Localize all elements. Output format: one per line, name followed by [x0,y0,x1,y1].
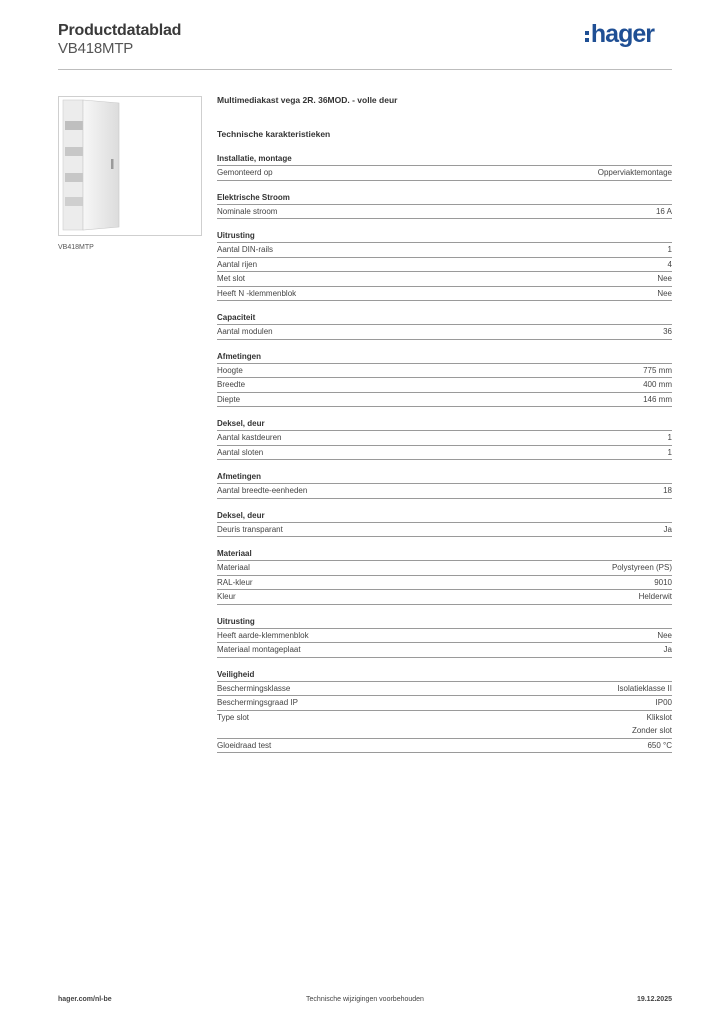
spec-value: 400 mm [643,380,672,389]
spec-value: 1 [667,447,672,457]
section-title: Capaciteit [217,312,672,325]
section-title: Uitrusting [217,616,672,629]
spec-row [217,378,672,393]
spec-row [217,205,672,220]
spec-row [217,711,672,739]
spec-row [217,739,672,754]
spec-value: Polystyreen (PS) [611,563,672,572]
spec-sections [217,153,672,753]
enclosure-illustration-icon [59,97,201,235]
section-title: Uitrusting [217,230,672,243]
product-name: Multimediakast vega 2R. 36MOD. - volle deur [217,95,398,105]
spec-label: Materiaal montageplaat [217,645,301,654]
spec-label: Diepte [217,394,241,404]
spec-value: Helderwit [638,592,672,601]
spec-value: Klikslot Zonder slot [631,712,672,735]
spec-label: Materiaal [217,563,250,572]
footer-notice: Technische wijzigingen voorbehouden [306,996,424,1003]
spec-value: 9010 [654,577,672,587]
spec-label: Heeft aarde-klemmenblok [217,630,309,640]
spec-value: Ja [663,645,672,654]
section-title: Materiaal [217,548,672,561]
hager-logo [585,20,654,49]
spec-label: Kleur [217,592,236,601]
spec-section [217,548,672,605]
spec-label: Deuris transparant [217,524,283,534]
spec-section [217,510,672,538]
spec-label: Aantal modulen [217,327,273,336]
spec-label: Aantal rijen [217,259,258,269]
spec-label: Type slot [217,712,250,722]
spec-value: 1 [667,433,672,442]
spec-value: 4 [667,259,672,269]
spec-row [217,523,672,538]
spec-label: Gloeidraad test [217,740,272,750]
spec-section [217,669,672,754]
spec-label: Aantal kastdeuren [217,433,282,442]
spec-content [217,95,672,764]
logo-dots-icon [585,31,589,42]
spec-section [217,312,672,340]
spec-row [217,629,672,644]
spec-value: 146 mm [643,394,672,404]
section-title: Afmetingen [217,351,672,364]
spec-row [217,287,672,302]
section-title: Afmetingen [217,471,672,484]
spec-value: Nee [657,630,672,640]
spec-value: Opperviaktemontage [597,168,672,177]
spec-row [217,576,672,591]
spec-row [217,325,672,340]
spec-row [217,166,672,181]
spec-label: Gemonteerd op [217,168,273,177]
image-caption: VB418MTP [58,244,94,251]
spec-row [217,393,672,408]
spec-label: Heeft N -klemmenblok [217,288,297,298]
spec-label: Aantal breedte-eenheden [217,486,308,495]
spec-value: 36 [663,327,672,336]
spec-section [217,418,672,460]
spec-row [217,590,672,605]
spec-row [217,272,672,287]
section-title: Deksel, deur [217,418,672,431]
spec-section [217,230,672,301]
product-image [58,96,202,236]
spec-row [217,431,672,446]
spec-value: 16 A [655,206,672,216]
spec-section [217,351,672,408]
spec-value: 1 [667,245,672,254]
spec-label: Beschermingsgraad IP [217,698,298,707]
section-title: Deksel, deur [217,510,672,523]
spec-section [217,616,672,658]
logo-text: hager [590,20,654,48]
spec-row [217,484,672,499]
spec-value: 775 mm [643,365,672,375]
tech-characteristics-title: Technische karakteristieken [217,129,331,139]
spec-value: Ja [663,524,672,534]
spec-row [217,561,672,576]
page-header [58,20,672,70]
spec-label: Aantal sloten [217,447,264,457]
document-title: Productdatablad [58,22,182,39]
spec-row [217,643,672,658]
spec-label: Breedte [217,380,246,389]
section-title: Elektrische Stroom [217,192,672,205]
spec-row [217,682,672,697]
spec-row [217,696,672,711]
section-title: Veiligheid [217,669,672,682]
footer-website: hager.com/nl-be [58,996,112,1003]
section-title: Installatie, montage [217,153,672,166]
footer-date: 19.12.2025 [636,996,672,1003]
spec-label: Aantal DIN-rails [217,245,274,254]
spec-row [217,243,672,258]
spec-row [217,364,672,379]
spec-section [217,153,672,181]
spec-value: 18 [663,486,672,495]
spec-row [217,446,672,461]
spec-label: Met slot [217,274,246,283]
spec-section [217,192,672,220]
spec-label: RAL-kleur [217,577,253,587]
spec-row [217,258,672,273]
spec-value: Nee [657,288,672,298]
spec-value: Isolatieklasse II [617,683,672,693]
spec-label: Beschermingsklasse [217,683,291,693]
spec-label: Hoogte [217,365,243,375]
spec-value: 650 °C [647,740,672,750]
spec-value: IP00 [655,698,672,707]
spec-section [217,471,672,499]
spec-value: Nee [657,274,672,283]
document-subtitle: VB418MTP [58,40,134,57]
spec-label: Nominale stroom [217,206,278,216]
